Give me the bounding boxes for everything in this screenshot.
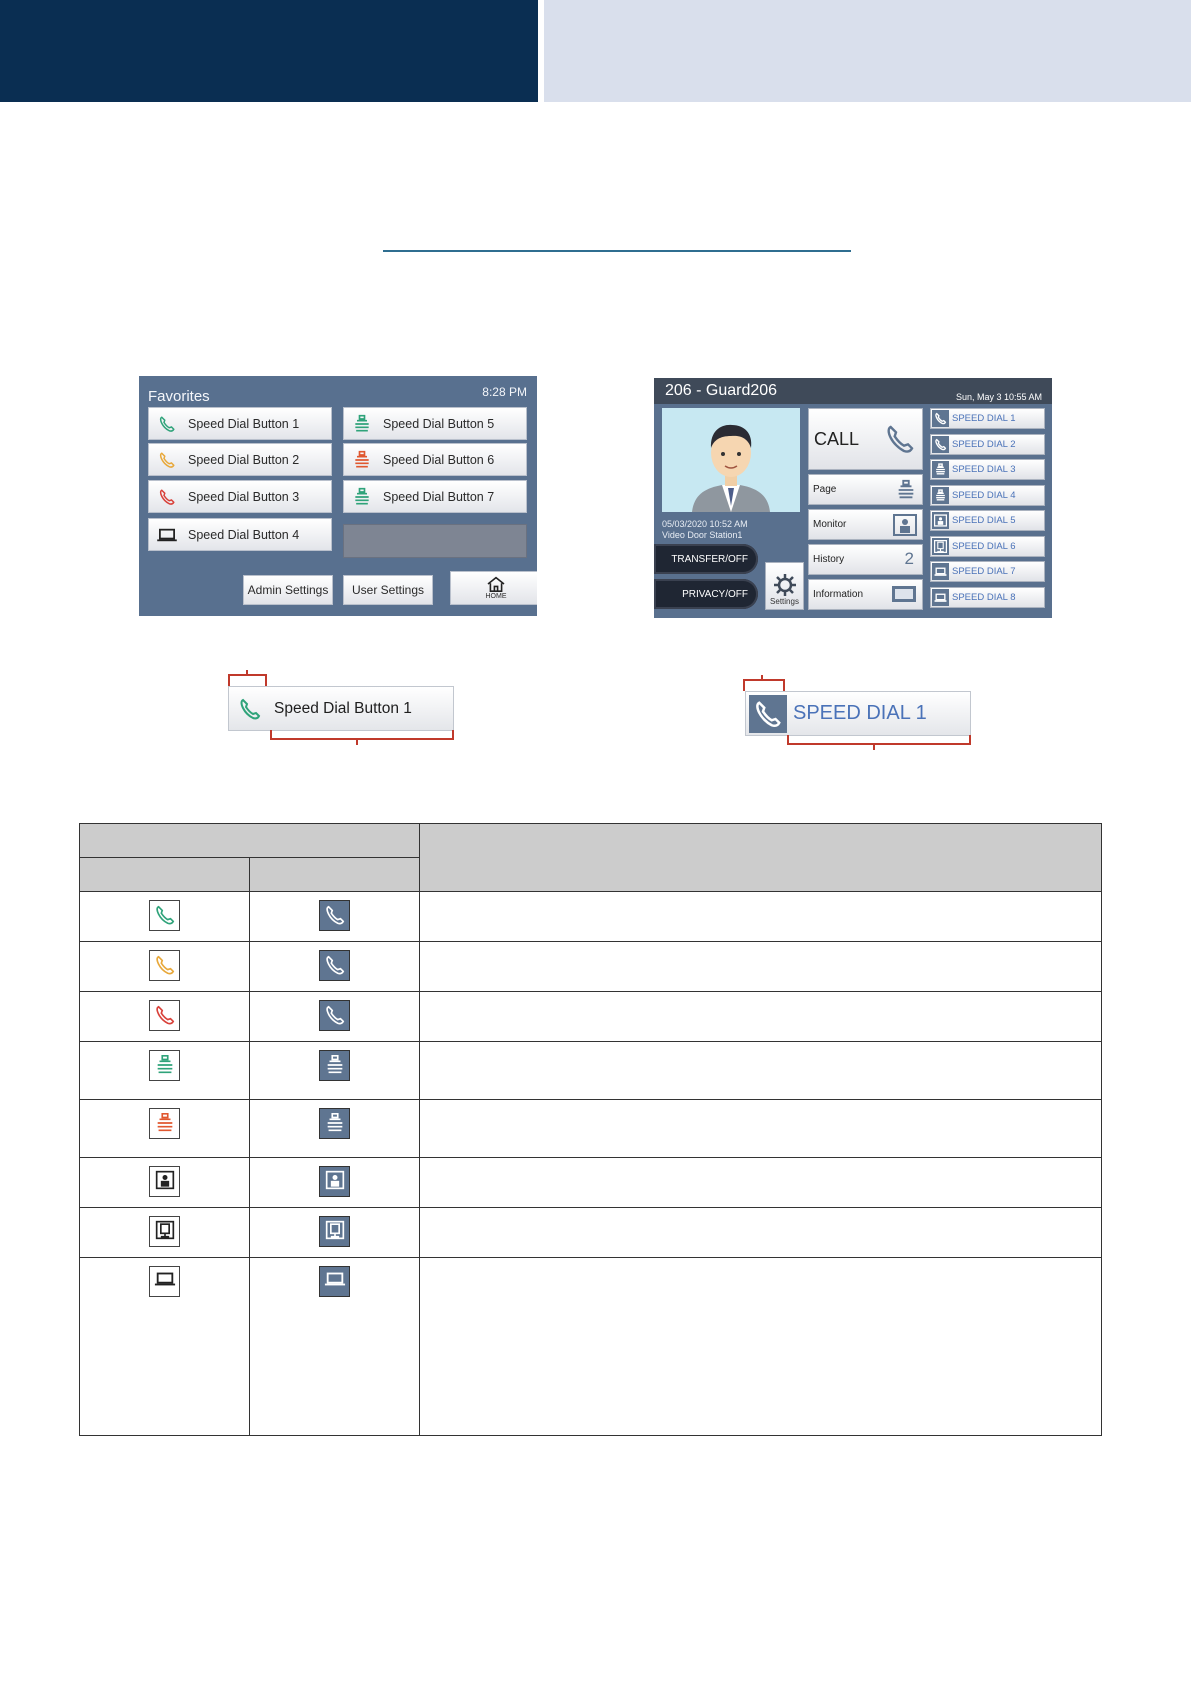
station-name: 206 - Guard206 bbox=[665, 382, 778, 399]
home-label: HOME bbox=[485, 593, 507, 600]
home-icon bbox=[486, 576, 506, 592]
table-row bbox=[80, 1208, 1102, 1258]
speed-dial-label: Speed Dial Button 3 bbox=[188, 489, 300, 504]
page-speaker-icon bbox=[149, 1108, 180, 1139]
laptop-icon bbox=[932, 589, 949, 606]
table-header-icon-group bbox=[80, 824, 420, 858]
phone-icon bbox=[149, 1000, 180, 1031]
laptop-icon bbox=[152, 524, 182, 546]
laptop-icon bbox=[149, 1266, 180, 1297]
table-row bbox=[80, 942, 1102, 992]
door-station-video bbox=[662, 408, 800, 512]
speed-dial-label: Speed Dial Button 2 bbox=[188, 452, 300, 467]
phone-icon bbox=[932, 410, 949, 427]
status-bar bbox=[654, 378, 1052, 404]
phone-icon bbox=[932, 436, 949, 453]
information-screen-icon bbox=[891, 584, 917, 604]
page-speaker-icon bbox=[149, 1050, 180, 1081]
monitor-button[interactable]: Monitor bbox=[808, 509, 923, 540]
title-underline bbox=[383, 250, 851, 252]
label-callout-tick bbox=[873, 744, 875, 750]
speed-dial-2[interactable]: SPEED DIAL 2 bbox=[930, 434, 1045, 455]
speed-dial-4[interactable]: SPEED DIAL 4 bbox=[930, 485, 1045, 506]
speed-dial-button-1[interactable] bbox=[148, 407, 332, 440]
phone-icon bbox=[152, 486, 182, 508]
phone-icon bbox=[238, 697, 262, 721]
user-settings-button[interactable]: User Settings bbox=[343, 575, 433, 605]
icon-callout-tick bbox=[761, 675, 763, 680]
transfer-toggle[interactable]: TRANSFER/OFF bbox=[654, 544, 758, 574]
datetime-label: Sun, May 3 10:55 AM bbox=[955, 392, 1042, 402]
example-label: SPEED DIAL 1 bbox=[793, 702, 927, 724]
header-band-light bbox=[544, 0, 1191, 102]
monitor-door-icon bbox=[319, 1216, 350, 1247]
table-header-guard bbox=[250, 858, 420, 892]
table-row bbox=[80, 1258, 1102, 1436]
table-row bbox=[80, 892, 1102, 942]
label-callout-tick bbox=[356, 739, 358, 745]
table-header-favorites bbox=[80, 858, 250, 892]
phone-icon bbox=[749, 695, 787, 733]
page-speaker-icon bbox=[347, 486, 377, 508]
settings-button[interactable] bbox=[765, 562, 804, 610]
icon-callout-tick bbox=[246, 670, 248, 675]
phone-icon bbox=[319, 1000, 350, 1031]
monitor-icon bbox=[932, 512, 949, 529]
laptop-icon bbox=[932, 563, 949, 580]
speed-dial-button-example bbox=[228, 686, 454, 731]
table-row bbox=[80, 992, 1102, 1042]
guard-station-screen bbox=[654, 378, 1052, 618]
empty-slot bbox=[343, 524, 527, 558]
speed-dial-label: Speed Dial Button 1 bbox=[188, 416, 300, 431]
settings-label: Settings bbox=[770, 597, 799, 606]
speed-dial-6[interactable]: SPEED DIAL 6 bbox=[930, 536, 1045, 557]
speed-dial-label: Speed Dial Button 6 bbox=[383, 452, 495, 467]
monitor-door-icon bbox=[932, 538, 949, 555]
speed-dial-1[interactable]: SPEED DIAL 1 bbox=[930, 408, 1045, 429]
history-button[interactable]: History 2 bbox=[808, 544, 923, 575]
label-callout-bracket bbox=[270, 730, 454, 740]
speed-dial-label: Speed Dial Button 4 bbox=[188, 527, 300, 542]
video-timestamp: 05/03/2020 10:52 AM Video Door Station1 bbox=[662, 519, 748, 540]
header-band-dark bbox=[0, 0, 538, 102]
phone-icon bbox=[152, 413, 182, 435]
history-count: 2 bbox=[904, 549, 914, 568]
speed-dial-label: Speed Dial Button 7 bbox=[383, 489, 495, 504]
table-row bbox=[80, 1100, 1102, 1158]
call-button[interactable] bbox=[808, 408, 923, 470]
speed-dial-button-4[interactable] bbox=[148, 518, 332, 551]
page-speaker-icon bbox=[319, 1108, 350, 1139]
page-speaker-icon bbox=[895, 479, 917, 501]
favorites-screen bbox=[139, 376, 537, 616]
speed-dial-5[interactable]: SPEED DIAL 5 bbox=[930, 510, 1045, 531]
monitor-icon bbox=[149, 1166, 180, 1197]
phone-icon bbox=[152, 449, 182, 471]
gear-icon bbox=[773, 573, 797, 597]
table-row bbox=[80, 1042, 1102, 1100]
speed-dial-button-6[interactable] bbox=[343, 443, 527, 476]
phone-icon bbox=[319, 900, 350, 931]
speed-dial-button-3[interactable] bbox=[148, 480, 332, 513]
table-header-description bbox=[420, 824, 1102, 892]
admin-settings-button[interactable]: Admin Settings bbox=[243, 575, 333, 605]
monitor-icon bbox=[893, 514, 917, 536]
icon-table bbox=[79, 823, 1102, 1436]
phone-icon bbox=[149, 950, 180, 981]
speed-dial-button-7[interactable] bbox=[343, 480, 527, 513]
page-speaker-icon bbox=[347, 413, 377, 435]
phone-icon bbox=[884, 423, 916, 455]
icon-callout-bracket bbox=[743, 679, 785, 691]
speed-dial-7[interactable]: SPEED DIAL 7 bbox=[930, 561, 1045, 582]
page-speaker-icon bbox=[932, 487, 949, 504]
privacy-toggle[interactable]: PRIVACY/OFF bbox=[654, 579, 758, 609]
clock-label: 8:28 PM bbox=[482, 385, 527, 399]
page-button[interactable]: Page bbox=[808, 474, 923, 505]
speed-dial-button-2[interactable] bbox=[148, 443, 332, 476]
page-speaker-icon bbox=[347, 449, 377, 471]
speed-dial-label: Speed Dial Button 5 bbox=[383, 416, 495, 431]
speed-dial-example bbox=[745, 691, 971, 736]
example-label: Speed Dial Button 1 bbox=[274, 699, 412, 717]
icon-callout-bracket bbox=[228, 674, 267, 686]
speed-dial-8[interactable]: SPEED DIAL 8 bbox=[930, 587, 1045, 608]
favorites-title: Favorites bbox=[148, 388, 210, 405]
monitor-door-icon bbox=[149, 1216, 180, 1247]
phone-icon bbox=[149, 900, 180, 931]
information-button[interactable]: Information bbox=[808, 579, 923, 610]
page-speaker-icon bbox=[319, 1050, 350, 1081]
home-button[interactable] bbox=[450, 571, 537, 605]
speed-dial-3[interactable]: SPEED DIAL 3 bbox=[930, 459, 1045, 480]
label-callout-bracket bbox=[787, 735, 971, 745]
speed-dial-button-5[interactable] bbox=[343, 407, 527, 440]
phone-icon bbox=[319, 950, 350, 981]
call-label: CALL bbox=[814, 429, 860, 449]
page-speaker-icon bbox=[932, 461, 949, 478]
laptop-icon bbox=[319, 1266, 350, 1297]
monitor-icon bbox=[319, 1166, 350, 1197]
table-row bbox=[80, 1158, 1102, 1208]
